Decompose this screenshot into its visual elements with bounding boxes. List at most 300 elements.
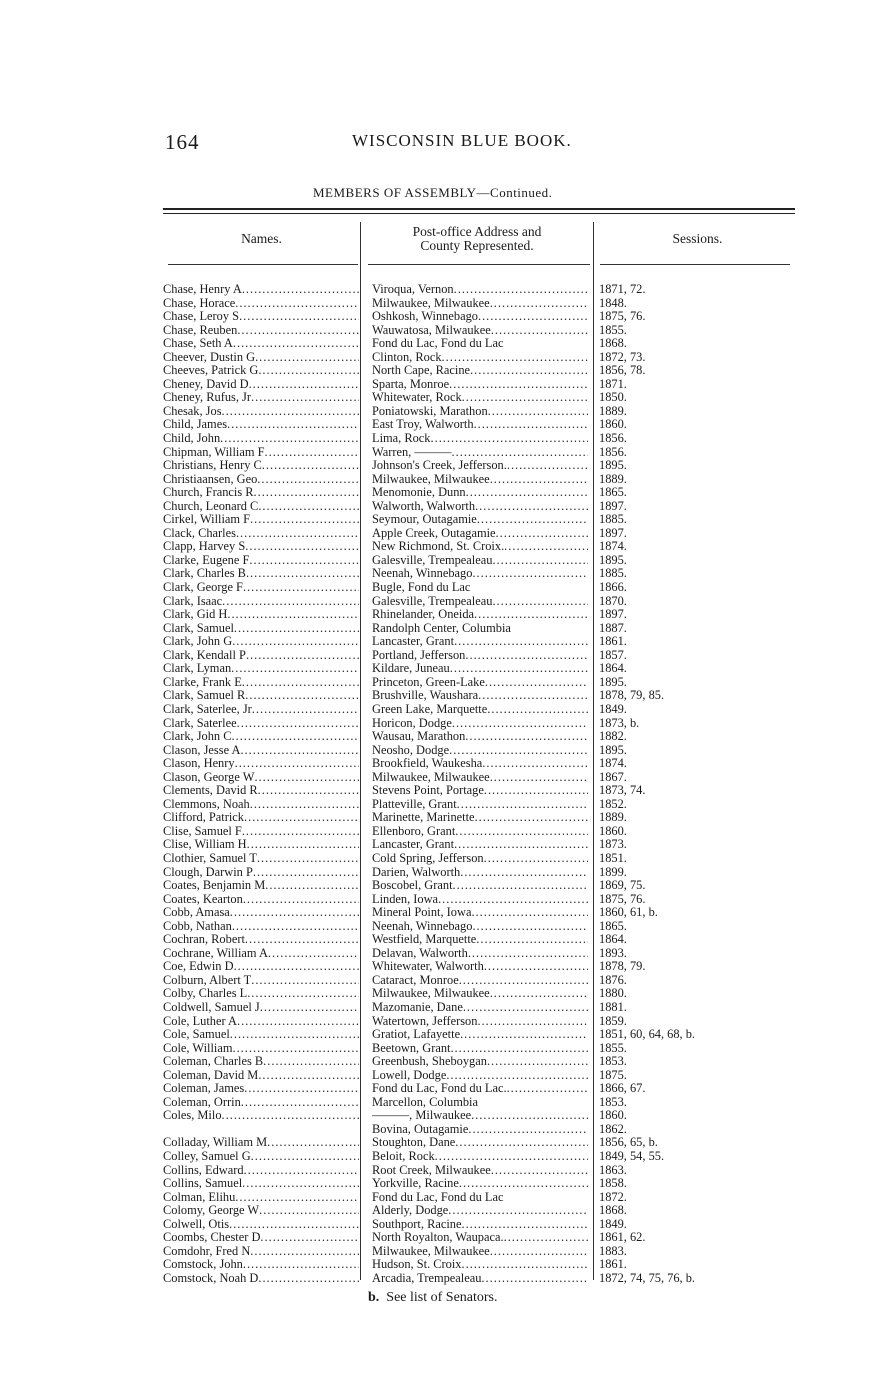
dot-leader (237, 1015, 359, 1028)
dot-leader (254, 771, 359, 784)
table-row (163, 744, 795, 758)
dot-leader (243, 581, 359, 594)
dot-leader (246, 649, 359, 662)
dot-leader (472, 567, 588, 580)
dot-leader (476, 933, 588, 946)
member-name (163, 920, 359, 934)
member-name-text: Comstock, John (163, 1258, 243, 1272)
member-sessions: 1872, 74, 75, 76, b. (599, 1271, 696, 1285)
member-address (372, 527, 588, 541)
member-address-text: Lancaster, Grant (372, 635, 455, 649)
table-row (163, 1191, 795, 1205)
member-address-text: Sparta, Monroe (372, 377, 450, 391)
member-name (163, 1218, 359, 1232)
member-address (372, 635, 588, 649)
member-name (163, 757, 359, 771)
member-address (372, 987, 588, 1001)
member-address-text: Marcellon, Columbia (372, 1095, 478, 1109)
member-address (372, 662, 588, 676)
dot-leader (257, 473, 359, 486)
table-row (163, 1164, 795, 1178)
member-address (372, 324, 588, 338)
member-address (372, 1096, 588, 1110)
table-row (163, 500, 795, 514)
member-sessions: 1881. (599, 1000, 627, 1014)
dot-leader (258, 1272, 359, 1285)
table-row (163, 567, 795, 581)
member-name (163, 987, 359, 1001)
dot-leader (478, 689, 588, 702)
table-row (163, 1001, 795, 1015)
member-name-text: Clason, Jesse A (163, 743, 241, 757)
member-address (372, 866, 588, 880)
member-name-text: Cole, Samuel (163, 1028, 230, 1042)
member-address (372, 649, 588, 663)
member-address-text: Cold Spring, Jefferson (372, 851, 484, 865)
member-name-text: Church, Francis R (163, 486, 254, 500)
dot-leader (247, 838, 359, 851)
table-row (163, 798, 795, 812)
member-sessions: 1851, 60, 64, 68, b. (599, 1028, 696, 1042)
dot-leader (230, 1028, 359, 1041)
member-sessions: 1851. (599, 851, 627, 865)
member-address (372, 446, 588, 460)
member-address-text: Milwaukee, Milwaukee (372, 472, 490, 486)
member-name (163, 297, 359, 311)
member-sessions: 1853. (599, 1095, 627, 1109)
member-name-text: Cheney, Rufus, Jr (163, 391, 251, 405)
member-name (163, 581, 359, 595)
table-row (163, 866, 795, 880)
table-row (163, 1069, 795, 1083)
member-sessions: 1885. (599, 513, 627, 527)
table-row (163, 1218, 795, 1232)
member-address (372, 1136, 588, 1150)
dot-leader (242, 825, 359, 838)
dot-leader (232, 1042, 359, 1055)
table-row (163, 920, 795, 934)
member-name-text: Christiaansen, Geo (163, 472, 258, 486)
member-address (372, 1042, 588, 1056)
dot-leader (455, 825, 588, 838)
dot-leader (250, 1245, 359, 1258)
dot-leader (222, 595, 359, 608)
member-name-text: Cheney, David D (163, 377, 249, 391)
member-name-text: Clough, Darwin P (163, 865, 253, 879)
dot-leader (227, 418, 359, 431)
dot-leader (245, 689, 359, 702)
table-row (163, 378, 795, 392)
member-name (163, 1055, 359, 1069)
member-name (163, 933, 359, 947)
member-sessions: 1867. (599, 770, 627, 784)
member-address (372, 717, 588, 731)
member-address (372, 893, 588, 907)
dot-leader (491, 1164, 588, 1177)
member-address (372, 920, 588, 934)
member-address (372, 1150, 588, 1164)
column-header-address-line1: Post-office Address and (412, 224, 542, 239)
dot-leader (240, 744, 359, 757)
dot-leader (490, 473, 588, 486)
dot-leader (235, 757, 359, 770)
table-row (163, 676, 795, 690)
member-name (163, 906, 359, 920)
member-address-text: Neosho, Dodge (372, 743, 450, 757)
column-header-address (362, 225, 592, 253)
table-row (163, 987, 795, 1001)
member-name-text: Clark, Saterlee, Jr (163, 702, 252, 716)
member-name-text: Collins, Edward (163, 1163, 244, 1177)
dot-leader (488, 405, 588, 418)
dot-leader (462, 391, 588, 404)
member-address-text: Seymour, Outagamie (372, 513, 477, 527)
member-name-text: Cheever, Dustin G (163, 350, 256, 364)
dot-leader (454, 635, 588, 648)
member-sessions: 1860. (599, 1109, 627, 1123)
table-row (163, 432, 795, 446)
dot-leader (252, 703, 359, 716)
member-address-text: Whitewater, Rock (372, 391, 462, 405)
member-address-text: Whitewater, Walworth (372, 960, 484, 974)
member-sessions: 1865. (599, 919, 627, 933)
member-name-text: Colomy, George W (163, 1204, 260, 1218)
member-address (372, 1123, 588, 1137)
member-name (163, 1015, 359, 1029)
member-sessions: 1864. (599, 933, 627, 947)
page-number: 164 (165, 130, 200, 154)
dot-leader (504, 1231, 588, 1244)
member-sessions: 1878, 79. (599, 960, 646, 974)
dot-leader (478, 310, 588, 323)
dot-leader (265, 879, 359, 892)
member-name-text: Coates, Benjamin M (163, 879, 266, 893)
dot-leader (235, 297, 359, 310)
dot-leader (474, 418, 588, 431)
member-name-text: Cheeves, Patrick G (163, 364, 259, 378)
dot-leader (227, 608, 359, 621)
dot-leader (465, 649, 588, 662)
table-row (163, 635, 795, 649)
member-sessions: 1866. (599, 581, 627, 595)
member-address (372, 852, 588, 866)
dot-leader (490, 987, 588, 1000)
member-name (163, 337, 359, 351)
member-address-text: Milwaukee, Milwaukee (372, 296, 490, 310)
member-address-text: Neenah, Winnebago (372, 919, 473, 933)
member-name (163, 1231, 359, 1245)
member-name-text: Clark, Gid H (163, 608, 228, 622)
member-name (163, 1069, 359, 1083)
member-address (372, 1001, 588, 1015)
member-name-text: Coldwell, Samuel J (163, 1000, 260, 1014)
table-row (163, 405, 795, 419)
member-name (163, 852, 359, 866)
member-name-text: Coe, Edwin D (163, 960, 234, 974)
member-address (372, 432, 588, 446)
table-row (163, 446, 795, 460)
member-name (163, 1272, 359, 1286)
section-title: MEMBERS OF ASSEMBLY—Continued. (313, 185, 553, 200)
dot-leader (241, 1096, 359, 1109)
dot-leader (237, 717, 359, 730)
member-name-text: Clark, Samuel (163, 621, 234, 635)
table-row (163, 1245, 795, 1259)
member-name-text: Colby, Charles L (163, 987, 248, 1001)
table-row (163, 662, 795, 676)
member-name (163, 1136, 359, 1150)
member-sessions: 1887. (599, 621, 627, 635)
member-address-text: North Cape, Racine (372, 364, 471, 378)
table-row (163, 513, 795, 527)
member-name-text: Cobb, Nathan (163, 919, 232, 933)
member-address (372, 838, 588, 852)
table-row (163, 1177, 795, 1191)
member-name (163, 364, 359, 378)
member-sessions: 1883. (599, 1244, 627, 1258)
table-row (163, 852, 795, 866)
member-address (372, 771, 588, 785)
table-row (163, 757, 795, 771)
table-row (163, 960, 795, 974)
member-address (372, 1218, 588, 1232)
member-name (163, 1204, 359, 1218)
dot-leader (477, 1015, 588, 1028)
member-name-text: Chase, Henry A (163, 283, 242, 296)
dot-leader (507, 1082, 588, 1095)
member-name (163, 473, 359, 487)
dot-leader (477, 513, 588, 526)
member-name-text: Clark, Charles B (163, 567, 246, 581)
member-name (163, 1191, 359, 1205)
dot-leader (490, 297, 588, 310)
member-address-text: Bugle, Fond du Lac (372, 581, 471, 595)
table-row (163, 351, 795, 365)
member-name (163, 879, 359, 893)
member-address (372, 960, 588, 974)
member-name-text: Clothier, Samuel T (163, 851, 257, 865)
member-sessions: 1875. (599, 1068, 627, 1082)
member-address-text: Stevens Point, Portage (372, 784, 484, 798)
dot-leader (262, 459, 359, 472)
dot-leader (244, 811, 359, 824)
member-address-text: Fond du Lac, Fond du Lac (372, 1190, 504, 1204)
table-row (163, 717, 795, 731)
member-sessions: 1865. (599, 486, 627, 500)
table-top-rule-thin (163, 213, 795, 214)
dot-leader (232, 920, 359, 933)
member-sessions: 1871, 72. (599, 283, 646, 296)
member-name-text: Cobb, Amasa (163, 906, 230, 920)
member-sessions: 1861. (599, 635, 627, 649)
member-address (372, 784, 588, 798)
member-name (163, 513, 359, 527)
table-row (163, 486, 795, 500)
member-address-text: Johnson's Creek, Jefferson. (372, 459, 507, 473)
table-row (163, 554, 795, 568)
member-name-text: Church, Leonard C (163, 499, 259, 513)
dot-leader (237, 324, 359, 337)
member-name-text: Colburn, Albert T (163, 973, 252, 987)
member-name (163, 1096, 359, 1110)
table-row (163, 283, 795, 297)
member-address (372, 554, 588, 568)
member-address (372, 391, 588, 405)
dot-leader (231, 662, 359, 675)
dot-leader (245, 933, 359, 946)
member-name-text: Comdohr, Fred N (163, 1244, 251, 1258)
dot-leader (222, 1109, 359, 1122)
dot-leader (468, 947, 588, 960)
member-sessions: 1855. (599, 1041, 627, 1055)
dot-leader (449, 744, 588, 757)
member-sessions: 1889. (599, 472, 627, 486)
member-address-text: Galesville, Trempealeau (372, 553, 493, 567)
dot-leader (507, 459, 588, 472)
member-name-text: Chipman, William F (163, 445, 265, 459)
member-name-text: Clarke, Eugene F (163, 553, 250, 567)
dot-leader (459, 974, 588, 987)
member-sessions: 1882. (599, 730, 627, 744)
header-underline (368, 264, 590, 265)
member-address-text: Root Creek, Milwaukee (372, 1163, 491, 1177)
member-address (372, 540, 588, 554)
running-head: WISCONSIN BLUE BOOK. (352, 131, 572, 150)
member-sessions: 1897. (599, 608, 627, 622)
member-address-text: Kildare, Juneau (372, 662, 450, 676)
member-sessions: 1897. (599, 526, 627, 540)
member-address-text: Fond du Lac, Fond du Lac (372, 337, 504, 351)
member-name-text: Child, John (163, 432, 221, 446)
member-address (372, 879, 588, 893)
member-address-text: Apple Creek, Outagamie (372, 526, 496, 540)
member-address-text: North Royalton, Waupaca. (372, 1231, 504, 1245)
member-address-text: Warren, ——— (372, 445, 452, 459)
dot-leader (245, 540, 359, 553)
member-name-text: Chase, Reuben (163, 323, 238, 337)
member-address-text: Wausau, Marathon (372, 730, 466, 744)
member-name (163, 1109, 359, 1123)
dot-leader (491, 324, 588, 337)
table-row (163, 595, 795, 609)
member-address-text: Poniatowski, Marathon (372, 404, 488, 418)
member-address-text: Horicon, Dodge (372, 716, 452, 730)
member-name-text: Clark, John C (163, 730, 232, 744)
member-name-text: Clack, Charles (163, 526, 236, 540)
dot-leader (235, 1191, 359, 1204)
dot-leader (438, 893, 588, 906)
member-name (163, 540, 359, 554)
dot-leader (472, 920, 588, 933)
dot-leader (251, 974, 359, 987)
member-sessions: 1852. (599, 797, 627, 811)
member-sessions: 1897. (599, 499, 627, 513)
member-address (372, 500, 588, 514)
member-name-text: Collins, Samuel (163, 1177, 243, 1191)
member-name-text: Clise, William H (163, 838, 247, 852)
table-row (163, 608, 795, 622)
dot-leader (454, 283, 588, 296)
member-address (372, 459, 588, 473)
table-row (163, 879, 795, 893)
member-address-text: Fond du Lac, Fond du Lac. (372, 1082, 507, 1096)
table-row (163, 1272, 795, 1286)
member-name-text: Comstock, Noah D (163, 1271, 259, 1285)
member-name-text: Clark, Saterlee (163, 716, 237, 730)
dot-leader (471, 1109, 588, 1122)
member-address-text: Green Lake, Marquette (372, 702, 488, 716)
member-name (163, 418, 359, 432)
member-address-text: Watertown, Jefferson (372, 1014, 478, 1028)
member-address (372, 1272, 588, 1286)
member-name-text: Clark, Lyman (163, 662, 232, 676)
dot-leader (232, 635, 359, 648)
member-address-text: Mazomanie, Dane (372, 1000, 463, 1014)
member-name (163, 703, 359, 717)
dot-leader (487, 1055, 588, 1068)
member-sessions: 1860. (599, 824, 627, 838)
member-address-text: Westfield, Marquette (372, 933, 477, 947)
member-address-text: Ellenboro, Grant (372, 824, 456, 838)
member-address-text: Brushville, Waushara (372, 689, 479, 703)
dot-leader (254, 486, 359, 499)
dot-leader (492, 554, 588, 567)
dot-leader (496, 527, 588, 540)
member-address-text: Randolph Center, Columbia (372, 621, 511, 635)
table-row (163, 649, 795, 663)
member-address (372, 418, 588, 432)
dot-leader (257, 852, 359, 865)
member-address (372, 947, 588, 961)
dot-leader (475, 500, 588, 513)
dot-leader (466, 486, 588, 499)
member-address (372, 297, 588, 311)
member-address (372, 567, 588, 581)
dot-leader (229, 1218, 359, 1231)
dot-leader (457, 798, 588, 811)
member-name-text: Clements, David R (163, 784, 258, 798)
table-row (163, 337, 795, 351)
dot-leader (258, 364, 359, 377)
member-address (372, 1164, 588, 1178)
member-address (372, 1177, 588, 1191)
member-name-text: Coleman, Charles B (163, 1055, 264, 1069)
table-row (163, 906, 795, 920)
member-sessions: 1872. (599, 1190, 627, 1204)
dot-leader (504, 540, 588, 553)
member-address-text: Arcadia, Trempealeau (372, 1271, 482, 1285)
dot-leader (482, 757, 588, 770)
dot-leader (474, 608, 588, 621)
member-sessions: 1857. (599, 648, 627, 662)
member-sessions: 1861. (599, 1258, 627, 1272)
member-name (163, 1245, 359, 1259)
member-sessions: 1895. (599, 743, 627, 757)
member-address-text: Lancaster, Grant (372, 838, 455, 852)
table-row (163, 811, 795, 825)
member-address-text: Bovina, Outagamie (372, 1122, 469, 1136)
member-sessions: 1864. (599, 662, 627, 676)
member-sessions: 1872, 73. (599, 350, 646, 364)
member-address-text: Mineral Point, Iowa (372, 906, 472, 920)
member-address-text: Beetown, Grant (372, 1041, 451, 1055)
members-table (163, 283, 795, 1285)
dot-leader (263, 1055, 359, 1068)
dot-leader (251, 1150, 359, 1163)
member-address (372, 1028, 588, 1042)
dot-leader (490, 771, 588, 784)
dot-leader (249, 378, 359, 391)
